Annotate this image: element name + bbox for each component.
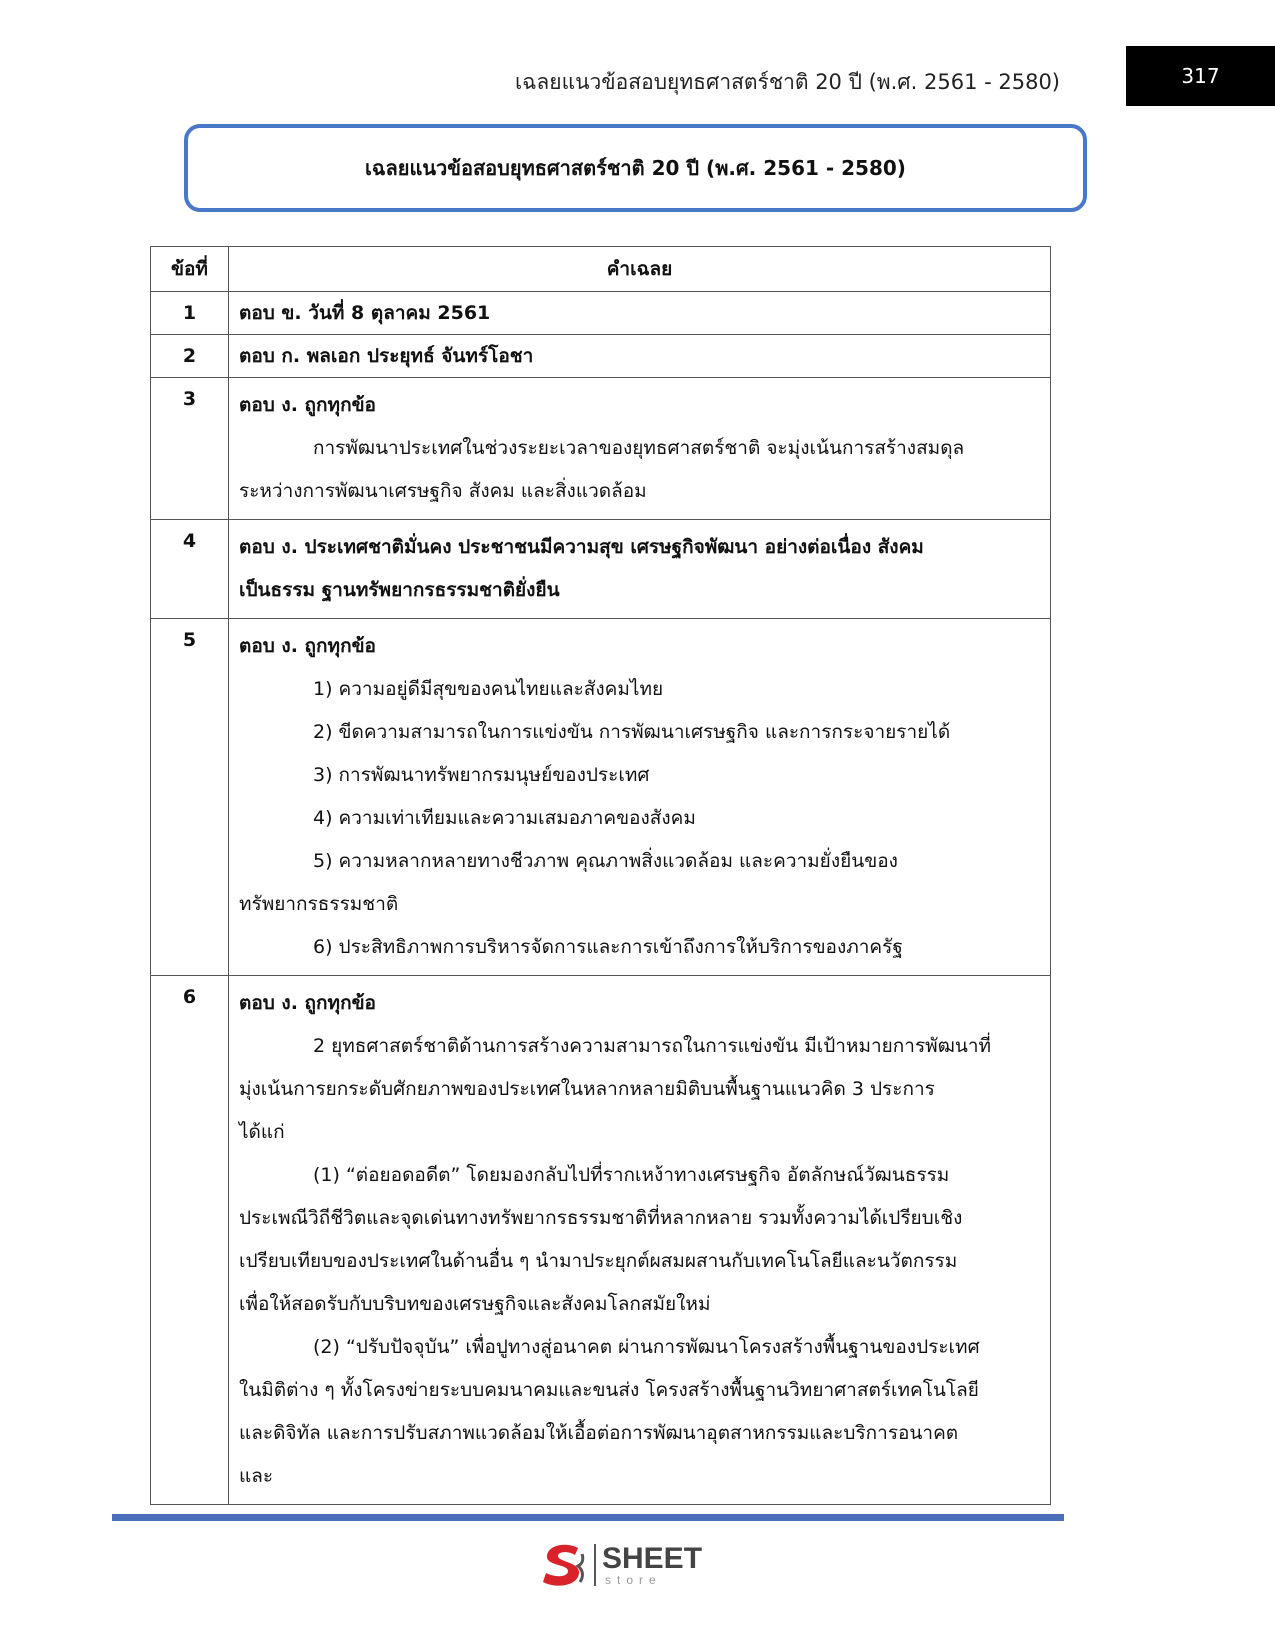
row-number: 4: [151, 520, 229, 619]
answer-text: ตอบ ก. พลเอก ประยุทธ์ จันทร์โอชา: [239, 345, 534, 367]
list-item: 1) ความอยู่ดีมีสุขของคนไทยและสังคมไทย: [313, 678, 664, 700]
table-row: [151, 292, 1051, 335]
sheet-logo-icon: [538, 1540, 588, 1590]
explanation-text: ระหว่างการพัฒนาเศรษฐกิจ สังคม และสิ่งแวดล้อม: [239, 480, 647, 502]
table-row: [151, 520, 1051, 619]
explanation-text: และ: [239, 1465, 274, 1487]
row-number: 5: [151, 619, 229, 976]
explanation-text: เปรียบเทียบของประเทศในด้านอื่น ๆ นำมาประยุกต์ผสมผสานกับเทคโนโลยีและนวัตกรรม: [239, 1250, 958, 1272]
row-number: 6: [151, 976, 229, 1505]
header-answer: คำเฉลย: [229, 247, 1051, 292]
list-item-continued: ทรัพยากรธรรมชาติ: [239, 893, 399, 915]
answer-text: ตอบ ง. ถูกทุกข้อ: [239, 635, 376, 657]
list-item: 4) ความเท่าเทียมและความเสมอภาคของสังคม: [313, 807, 696, 829]
logo-text: SHEET: [602, 1542, 703, 1575]
explanation-text: (1) “ต่อยอดอดีต” โดยมองกลับไปที่รากเหง้าทางเศรษฐกิจ อัตลักษณ์วัฒนธรรม: [313, 1164, 950, 1186]
table-header-row: [151, 247, 1051, 292]
table-row: [151, 335, 1051, 378]
logo-divider: [594, 1544, 596, 1586]
answer-table: [150, 246, 1051, 1505]
row-number: 3: [151, 378, 229, 520]
table-row: [151, 378, 1051, 520]
answer-text: ตอบ ง. ประเทศชาติมั่นคง ประชาชนมีความสุข เศรษฐกิจพัฒนา อย่างต่อเนื่อง สังคม: [239, 536, 924, 558]
explanation-text: ประเพณีวิถีชีวิตและจุดเด่นทางทรัพยากรธรรมชาติที่หลากหลาย รวมทั้งความได้เปรียบเชิง: [239, 1207, 963, 1229]
list-item: 2) ขีดความสามารถในการแข่งขัน การพัฒนาเศรษฐกิจ และการกระจายรายได้: [313, 721, 951, 743]
header-no: ข้อที่: [151, 247, 229, 292]
logo-subtext: store: [605, 1573, 662, 1587]
answer-cell: [229, 335, 1051, 378]
answer-cell: [229, 619, 1051, 976]
list-item: 5) ความหลากหลายทางชีวภาพ คุณภาพสิ่งแวดล้อม และความยั่งยืนของ: [313, 850, 898, 872]
table-row: [151, 619, 1051, 976]
answer-cell: [229, 292, 1051, 335]
page-title: เฉลยแนวข้อสอบยุทธศาสตร์ชาติ 20 ปี (พ.ศ. 2561 - 2580): [365, 156, 906, 180]
sheet-store-logo: [538, 1537, 710, 1593]
answer-text: เป็นธรรม ฐานทรัพยากรธรรมชาติยั่งยืน: [239, 579, 560, 601]
explanation-text: การพัฒนาประเทศในช่วงระยะเวลาของยุทธศาสตร์ชาติ จะมุ่งเน้นการสร้างสมดุล: [313, 437, 965, 459]
row-number: 1: [151, 292, 229, 335]
explanation-text: ในมิติต่าง ๆ ทั้งโครงข่ายระบบคมนาคมและขนส่ง โครงสร้างพื้นฐานวิทยาศาสตร์เทคโนโลยี: [239, 1379, 979, 1401]
answer-cell: [229, 378, 1051, 520]
answer-cell: [229, 976, 1051, 1505]
explanation-text: (2) “ปรับปัจจุบัน” เพื่อปูทางสู่อนาคต ผ่านการพัฒนาโครงสร้างพื้นฐานของประเทศ: [313, 1336, 980, 1358]
answer-cell: [229, 520, 1051, 619]
explanation-text: ได้แก่: [239, 1121, 285, 1143]
explanation-text: มุ่งเน้นการยกระดับศักยภาพของประเทศในหลากหลายมิติบนพื้นฐานแนวคิด 3 ประการ: [239, 1078, 935, 1100]
page-number: 317: [1126, 46, 1275, 106]
list-item: 6) ประสิทธิภาพการบริหารจัดการและการเข้าถึงการให้บริการของภาครัฐ: [313, 936, 903, 958]
answer-text: ตอบ ง. ถูกทุกข้อ: [239, 992, 376, 1014]
table-row: [151, 976, 1051, 1505]
running-header: เฉลยแนวข้อสอบยุทธศาสตร์ชาติ 20 ปี (พ.ศ. 2561 - 2580): [514, 70, 1060, 94]
list-item: 3) การพัฒนาทรัพยากรมนุษย์ของประเทศ: [313, 764, 650, 786]
answer-text: ตอบ ข. วันที่ 8 ตุลาคม 2561: [239, 302, 491, 324]
explanation-text: 2 ยุทธศาสตร์ชาติด้านการสร้างความสามารถในการแข่งขัน มีเป้าหมายการพัฒนาที่: [313, 1035, 992, 1057]
explanation-text: และดิจิทัล และการปรับสภาพแวดล้อมให้เอื้อต่อการพัฒนาอุตสาหกรรมและบริการอนาคต: [239, 1422, 959, 1444]
answer-text: ตอบ ง. ถูกทุกข้อ: [239, 394, 376, 416]
logo-wordmark: [602, 1544, 702, 1586]
footer-rule: [112, 1514, 1064, 1521]
explanation-text: เพื่อให้สอดรับกับบริบทของเศรษฐกิจและสังคมโลกสมัยใหม่: [239, 1293, 711, 1315]
row-number: 2: [151, 335, 229, 378]
title-box: [184, 124, 1087, 212]
